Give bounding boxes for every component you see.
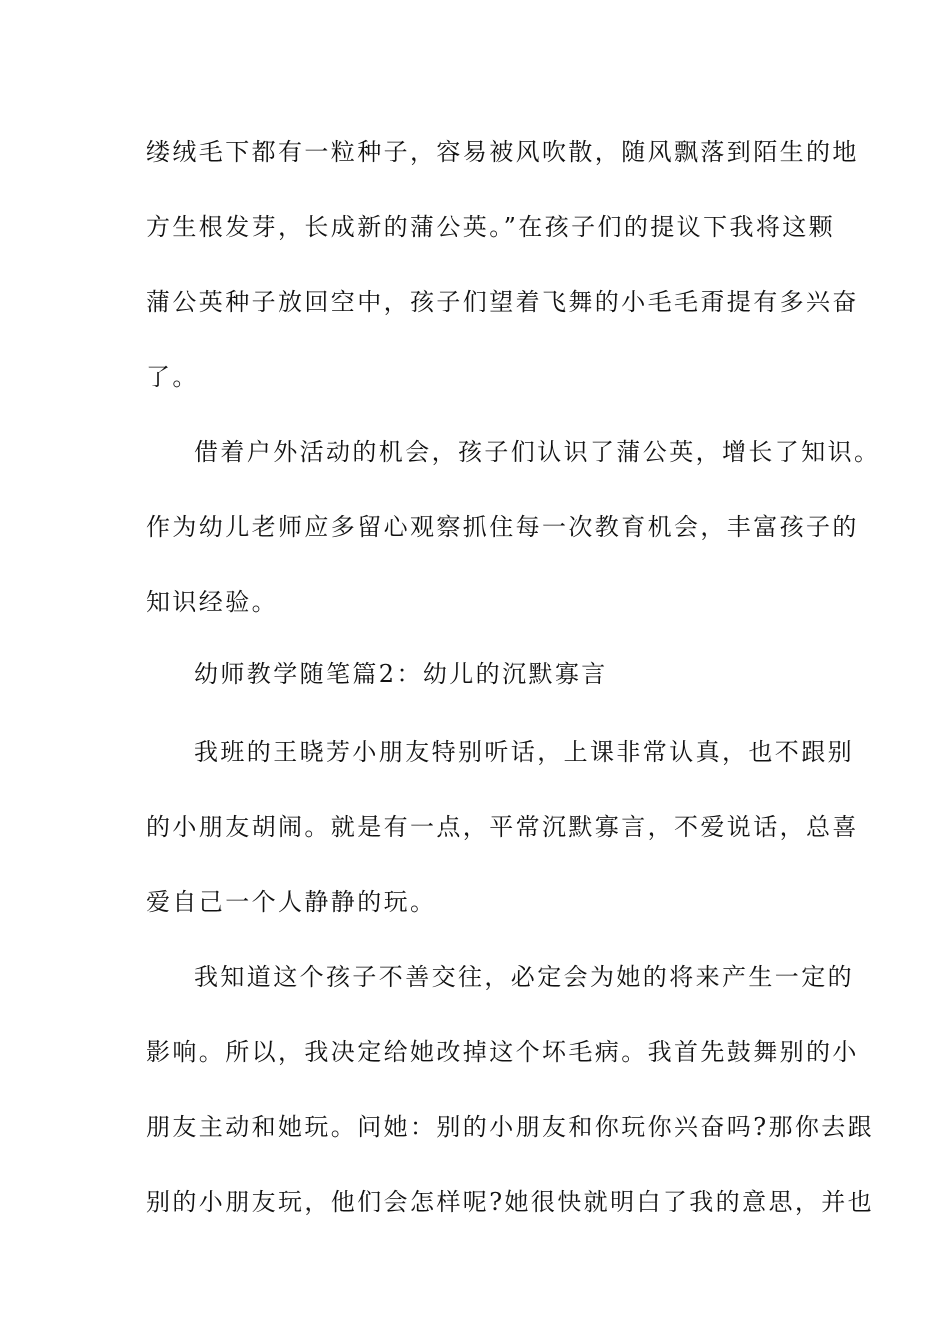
text-line: 的小朋友胡闹。就是有一点，平常沉默寡言，不爱说话，总喜 (146, 813, 859, 841)
text-line: 缕绒毛下都有一粒种子，容易被风吹散，随风飘落到陌生的地 (146, 138, 859, 166)
text-line: 作为幼儿老师应多留心观察抓住每一次教育机会，丰富孩子的 (146, 513, 859, 541)
paragraph-first-line: 我班的王晓芳小朋友特别听话，上课非常认真，也不跟别 (194, 738, 854, 766)
text-line: 影响。所以，我决定给她改掉这个坏毛病。我首先鼓舞别的小 (146, 1038, 859, 1066)
paragraph-first-line: 借着户外活动的机会，孩子们认识了蒲公英，增长了知识。 (194, 438, 881, 466)
text-line: 蒲公英种子放回空中，孩子们望着飞舞的小毛毛甭提有多兴奋 (146, 288, 859, 316)
text-line: 别的小朋友玩，他们会怎样呢?她很快就明白了我的意思，并也 (146, 1188, 875, 1216)
text-line: 方生根发芽，长成新的蒲公英。”在孩子们的提议下我将这颗 (146, 213, 836, 241)
section-heading: 幼师教学随笔篇2：幼儿的沉默寡言 (194, 660, 608, 688)
text-line: 了。 (146, 363, 199, 391)
text-line: 朋友主动和她玩。问她：别的小朋友和你玩你兴奋吗?那你去跟 (146, 1113, 875, 1141)
text-line: 爱自己一个人静静的玩。 (146, 888, 437, 916)
paragraph-first-line: 我知道这个孩子不善交往，必定会为她的将来产生一定的 (194, 963, 854, 991)
text-line: 知识经验。 (146, 588, 278, 616)
